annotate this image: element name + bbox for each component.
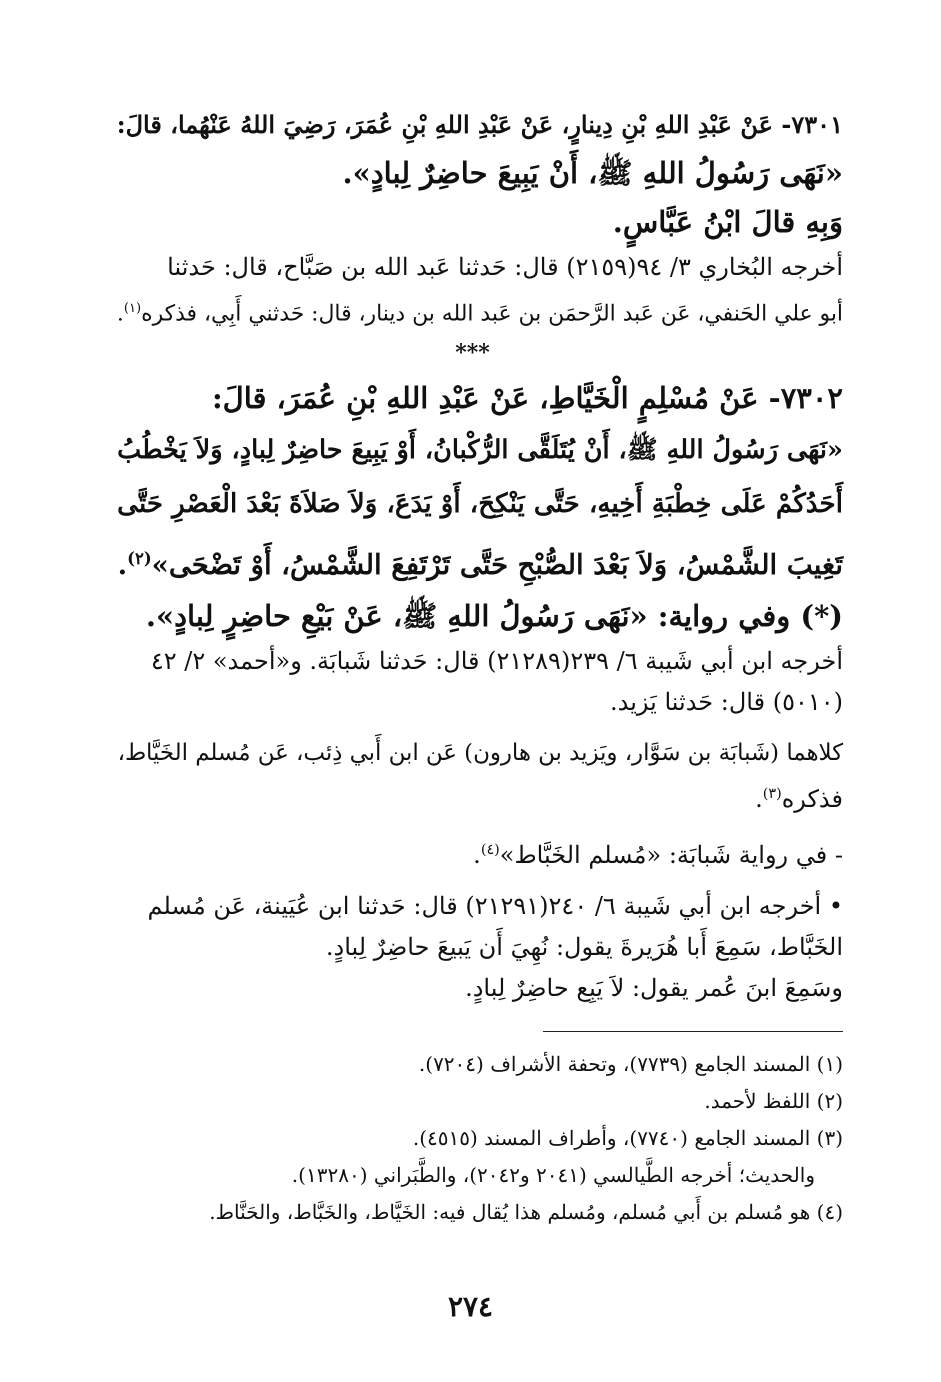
takhrij-7302-line-8: وسَمِعَ ابنَ عُمر يقول: لاَ يَبِع حاضِرٌ لِبادٍ. — [465, 974, 843, 1003]
footnotes — [102, 1046, 843, 1231]
footnote-3: (٣) المسند الجامع (٧٧٤٠)، وأطراف المسند (٤٥١٥). — [412, 1126, 843, 1151]
footnote-ref-1: (١) — [123, 301, 142, 316]
takhrij-7302-line-6: • أخرجه ابن أبي شَيبة ٦/ ٢٤٠(٢١٢٩١) قال: حَدثنا ابن عُيَينة، عَن مُسلم — [147, 892, 843, 921]
hadith-7301-line-3: وَبِهِ قالَ ابْنُ عَبَّاسٍ. — [612, 205, 843, 239]
takhrij-7301 — [102, 247, 843, 334]
footnote-4: (٤) هو مُسلم بن أَبي مُسلم، ومُسلم هذا يُقال فيه: الخَيَّاط، والخَبَّاط، والحَنَّاط. — [209, 1200, 843, 1225]
hadith-7302-line-1: ٧٣٠٢- عَنْ مُسْلِمٍ الْخَيَّاطِ، عَنْ عَبْدِ اللهِ بْنِ عُمَرَ، قالَ: — [211, 381, 843, 416]
takhrij-7302-line-2: (٥٠١٠) قال: حَدثنا يَزيد. — [610, 688, 843, 717]
takhrij-7302-line-4 — [102, 774, 843, 820]
hadith-7302-line-2: «نَهَى رَسُولُ اللهِ ﷺ، أَنْ يُتَلَقَّى الرُّكْبانُ، أَوْ يَبِيعَ حاضِرٌ لِبادٍ، وَلاَ يَخْطُبُ — [117, 435, 843, 466]
takhrij-7302-line-4-end: . — [755, 785, 763, 814]
takhrij-7302-line-7: الخَبَّاط، سَمِعَ أَبا هُرَيرةَ يقول: نُهِيَ أَن يَبيعَ حاضِرٌ لِبادٍ. — [325, 933, 843, 962]
hadith-7301 — [102, 100, 843, 247]
hadith-7302-line-4-text: تَغِيبَ الشَّمْسُ، وَلاَ بَعْدَ الصُّبْحِ حَتَّى تَرْتَفِعَ الشَّمْسُ، أَوْ تَضْحَى» — [151, 549, 843, 582]
takhrij-7302-line-3: كلاهما (شَبابَة بن سَوَّار، ويَزيد بن هارون) عَن ابن أَبي ذِئب، عَن مُسلم الخَيَّاط، — [117, 740, 843, 767]
takhrij-7302-line-5-end: . — [473, 841, 481, 870]
footnote-ref-3: (٣) — [762, 786, 782, 803]
takhrij-7302-line-5 — [102, 830, 843, 876]
takhrij-7302-line-5-text: - في رواية شَبابَة: «مُسلم الخَبَّاط» — [499, 841, 843, 870]
takhrij-7302-line-1: أخرجه ابن أبي شَيبة ٦/ ٢٣٩(٢١٢٨٩) قال: حَدثنا شَبابَة. و«أحمد» ٢/ ٤٢ — [150, 647, 843, 676]
footnote-2: (٢) اللفظ لأحمد. — [704, 1089, 843, 1114]
takhrij-7301-line-2-text: أبو علي الحَنفي، عَن عَبد الرَّحمَن بن عَبد الله بن دينار، قال: حَدثني أَبِي، فذكره — [141, 301, 843, 327]
takhrij-7301-line-2-end: . — [116, 301, 124, 327]
takhrij-7302-line-4-text: فذكره — [781, 785, 843, 814]
takhrij-7302 — [102, 641, 843, 1009]
hadith-7301-line-2: «نَهَى رَسُولُ اللهِ ﷺ، أَنْ يَبِيعَ حاضِرٌ لِبادٍ». — [342, 156, 843, 190]
takhrij-7301-line-1: أخرجه البُخاري ٣/ ٩٤(٢١٥٩) قال: حَدثنا عَبد الله بن صَبَّاح، قال: حَدثنا — [167, 253, 843, 281]
hadith-7302-line-3: أَحَدُكُمْ عَلَى خِطْبَةِ أَخِيهِ، حَتَّى يَنْكِحَ، أَوْ يَدَعَ، وَلاَ صَلاَةَ بَعْدَ الْعَصْرِ حَتَّى — [117, 488, 843, 520]
footnote-ref-2: (٢) — [127, 548, 152, 569]
hadith-7302-line-4-end: . — [117, 549, 128, 582]
footnote-3-continuation: والحديث؛ أخرجه الطَّيالسي (٢٠٤١ و٢٠٤٢)، والطَّبَراني (١٣٢٨٠). — [291, 1163, 815, 1188]
section-separator: *** — [455, 340, 490, 367]
page-number: ٢٧٤ — [447, 1290, 494, 1323]
footnote-ref-4: (٤) — [480, 842, 500, 859]
hadith-7302-line-4 — [102, 531, 843, 592]
hadith-7302 — [102, 374, 843, 641]
hadith-7301-line-1: ٧٣٠١- عَنْ عَبْدِ اللهِ بْنِ دِينارٍ، عَنْ عَبْدِ اللهِ بْنِ عُمَرَ، رَضِيَ اللهُ عَنْهُما، قالَ: — [116, 110, 843, 139]
footnote-divider — [543, 1031, 843, 1032]
takhrij-7301-line-2 — [102, 288, 843, 334]
hadith-7302-riwaya: (*) وفي رواية: «نَهَى رَسُولُ اللهِ ﷺ، عَنْ بَيْعِ حاضِرٍ لِبادٍ». — [145, 599, 843, 634]
footnote-1: (١) المسند الجامع (٧٧٣٩)، وتحفة الأشراف (٧٢٠٤). — [418, 1052, 843, 1077]
